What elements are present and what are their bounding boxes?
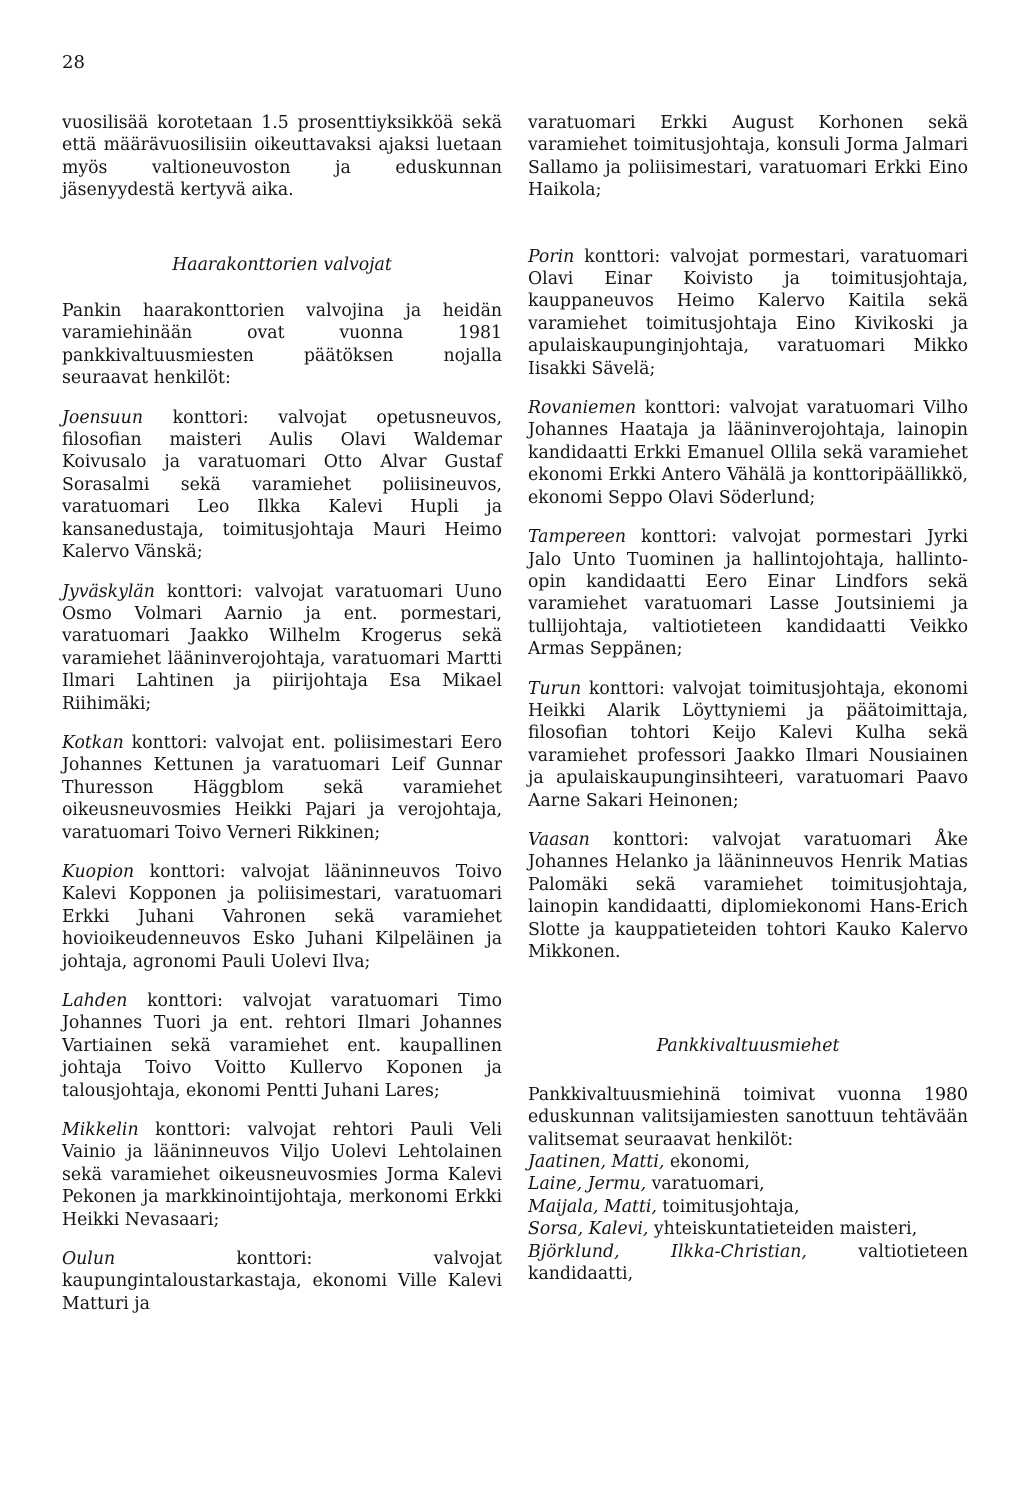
- branch-place: Oulun: [62, 1249, 116, 1270]
- member-name: Maijala, Matti,: [528, 1196, 657, 1217]
- member-name: Laine, Jermu,: [528, 1174, 647, 1195]
- branch-text: konttori: valvojat varatuomari Åke Johannes Helanko ja lääninneuvos Henrik Matias Palomäki sekä varamiehet toimitusjohtaja, lainopin kandidaatti, diplomiekonomi Hans-Erich Slotte ja kauppatieteiden tohtori Kauko Kalervo Mikkonen.: [528, 829, 968, 962]
- branch-place: Kuopion: [62, 861, 135, 882]
- branch-place: Tampereen: [528, 527, 627, 548]
- list-item: [62, 407, 502, 564]
- branch-text: konttori: valvojat varatuomari Vilho Johannes Haataja ja lääninverojohtaja, lainopin kandidaatti Erkki Emanuel Ollila sekä varamiehet ekonomi Erkki Antero Vähälä ja konttoripäällikkö, ekonomi Seppo Olavi Söderlund;: [528, 398, 968, 508]
- branch-text: konttori: valvojat pormestari, varatuomari Olavi Einar Koivisto ja toimitusjohtaja, kauppaneuvos Heimo Kalervo Kaitila sekä varamiehet toimitusjohtaja Eino Kivikoski ja apulaiskaupunginjohtaja, varatuomari Mikko Iisakki Sävelä;: [528, 246, 968, 379]
- branch-place: Rovaniemen: [528, 398, 637, 419]
- branch-place: Jyväskylän: [62, 581, 155, 602]
- right-column: [528, 112, 968, 1285]
- list-item: [62, 1248, 502, 1315]
- branch-place: Vaasan: [528, 829, 590, 850]
- branch-place: Joensuun: [62, 407, 143, 428]
- intro-paragraph: vuosilisää korotetaan 1.5 prosenttiyksikköä sekä että määrävuosilisiin oikeuttavaksi ajaksi luetaan myös valtioneuvoston ja eduskunnan jäsenyydestä kertyvä aika.: [62, 113, 502, 201]
- branch-text: konttori: valvojat opetusneuvos, filosofian maisteri Aulis Olavi Waldemar Koivusalo ja varatuomari Otto Alvar Gustaf Sorasalmi sekä varamiehet poliisineuvos, varatuomari Leo Ilkka Kalevi Hupli ja kansanedustaja, toimitusjohtaja Mauri Heimo Kalervo Vänskä;: [62, 407, 502, 563]
- list-item: [528, 1196, 968, 1218]
- branch-supervisors-paragraph: Pankin haarakonttorien valvojina ja heidän varamiehinään ovat vuonna 1981 pankkivaltuusmiesten päätöksen nojalla seuraavat henkilöt:: [62, 301, 502, 389]
- branch-text: konttori: valvojat rehtori Pauli Veli Vainio ja lääninneuvos Viljo Uolevi Lehtolainen sekä varamiehet oikeusneuvosmies Jorma Kalevi Pekonen ja markkinointijohtaja, merkonomi Erkki Heikki Nevasaari;: [62, 1120, 502, 1230]
- member-title: toimitusjohtaja,: [656, 1196, 800, 1217]
- list-item: [62, 990, 502, 1102]
- list-item: [62, 861, 502, 973]
- member-name: Jaatinen, Matti,: [528, 1152, 665, 1173]
- continuation-paragraph: varatuomari Erkki August Korhonen sekä varamiehet toimitusjohtaja, konsuli Jorma Jalmari Sallamo ja poliisimestari, varatuomari Erkki Eino Haikola;: [528, 113, 968, 201]
- branch-place: Turun: [528, 678, 582, 699]
- list-item: [528, 1173, 968, 1195]
- branch-text: konttori: valvojat ent. poliisimestari Eero Johannes Kettunen ja varatuomari Leif Gunnar Thuresson Häggblom sekä varamiehet oikeusneuvosmies Heikki Pajari ja verojohtaja, varatuomari Toivo Verneri Rikkinen;: [62, 732, 502, 843]
- list-item: [528, 678, 968, 812]
- list-item: [528, 1151, 968, 1173]
- bank-supervisors-paragraph: Pankkivaltuusmiehinä toimivat vuonna 1980 eduskunnan valitsijamiesten sanottuun tehtävään valitsemat seuraavat henkilöt:: [528, 1084, 968, 1150]
- member-name: Björklund, Ilkka-Christian,: [528, 1241, 807, 1262]
- member-title: valtiotieteen kandidaatti,: [528, 1241, 968, 1285]
- branch-text: konttori: valvojat kaupungintaloustarkastaja, ekonomi Ville Kalevi Matturi ja: [62, 1249, 502, 1314]
- branch-text: konttori: valvojat toimitusjohtaja, ekonomi Heikki Alarik Löyttyniemi ja päätoimittaja, filosofian tohtori Keijo Kalevi Kulha sekä varamiehet professori Jaakko Ilmari Nousiainen ja apulaiskaupunginsihteeri, varatuomari Paavo Aarne Sakari Heinonen;: [528, 678, 968, 811]
- list-item: [62, 581, 502, 715]
- list-item: [62, 1119, 502, 1231]
- branch-text: konttori: valvojat varatuomari Timo Johannes Tuori ja ent. rehtori Ilmari Johannes Vartiainen sekä varamiehet ent. kaupallinen johtaja Toivo Voitto Kullervo Koponen ja talousjohtaja, ekonomi Pentti Juhani Lares;: [62, 991, 502, 1101]
- member-title: varatuomari,: [646, 1174, 765, 1195]
- page-number: 28: [62, 52, 85, 73]
- branch-place: Mikkelin: [62, 1120, 139, 1141]
- branch-text: konttori: valvojat varatuomari Uuno Osmo Volmari Aarnio ja ent. pormestari, varatuomari Jaakko Wilhelm Krogerus sekä varamiehet lääninverojohtaja, varatuomari Martti Ilmari Lahtinen ja piirijohtaja Esa Mikael Riihimäki;: [62, 581, 502, 714]
- member-name: Sorsa, Kalevi,: [528, 1219, 649, 1240]
- left-column: [62, 112, 502, 1332]
- list-item: [62, 732, 502, 844]
- member-title: yhteiskuntatieteiden maisteri,: [648, 1219, 918, 1240]
- member-title: ekonomi,: [664, 1152, 750, 1173]
- list-item: [528, 829, 968, 963]
- branch-text: konttori: valvojat lääninneuvos Toivo Kalevi Kopponen ja poliisimestari, varatuomari Erkki Juhani Vahronen sekä varamiehet hovioikeudenneuvos Esko Juhani Kilpeläinen ja johtaja, agronomi Pauli Uolevi Ilva;: [62, 861, 502, 972]
- branch-text: konttori: valvojat pormestari Jyrki Jalo Unto Tuominen ja hallintojohtaja, hallinto-opin kandidaatti Eero Einar Lindfors sekä varamiehet varatuomari Lasse Joutsiniemi ja tullijohtaja, valtiotieteen kandidaatti Veikko Armas Seppänen;: [528, 527, 968, 660]
- branch-place: Porin: [528, 246, 575, 267]
- section-heading-bank-supervisors: Pankkivaltuusmiehet: [656, 1036, 840, 1057]
- list-item: [528, 526, 968, 660]
- list-item: [528, 1218, 968, 1240]
- list-item: [528, 246, 968, 380]
- list-item: [528, 397, 968, 509]
- section-heading-branch-supervisors: Haarakonttorien valvojat: [172, 254, 392, 275]
- branch-place: Kotkan: [62, 732, 124, 753]
- list-item: [528, 1241, 968, 1286]
- branch-place: Lahden: [62, 991, 128, 1011]
